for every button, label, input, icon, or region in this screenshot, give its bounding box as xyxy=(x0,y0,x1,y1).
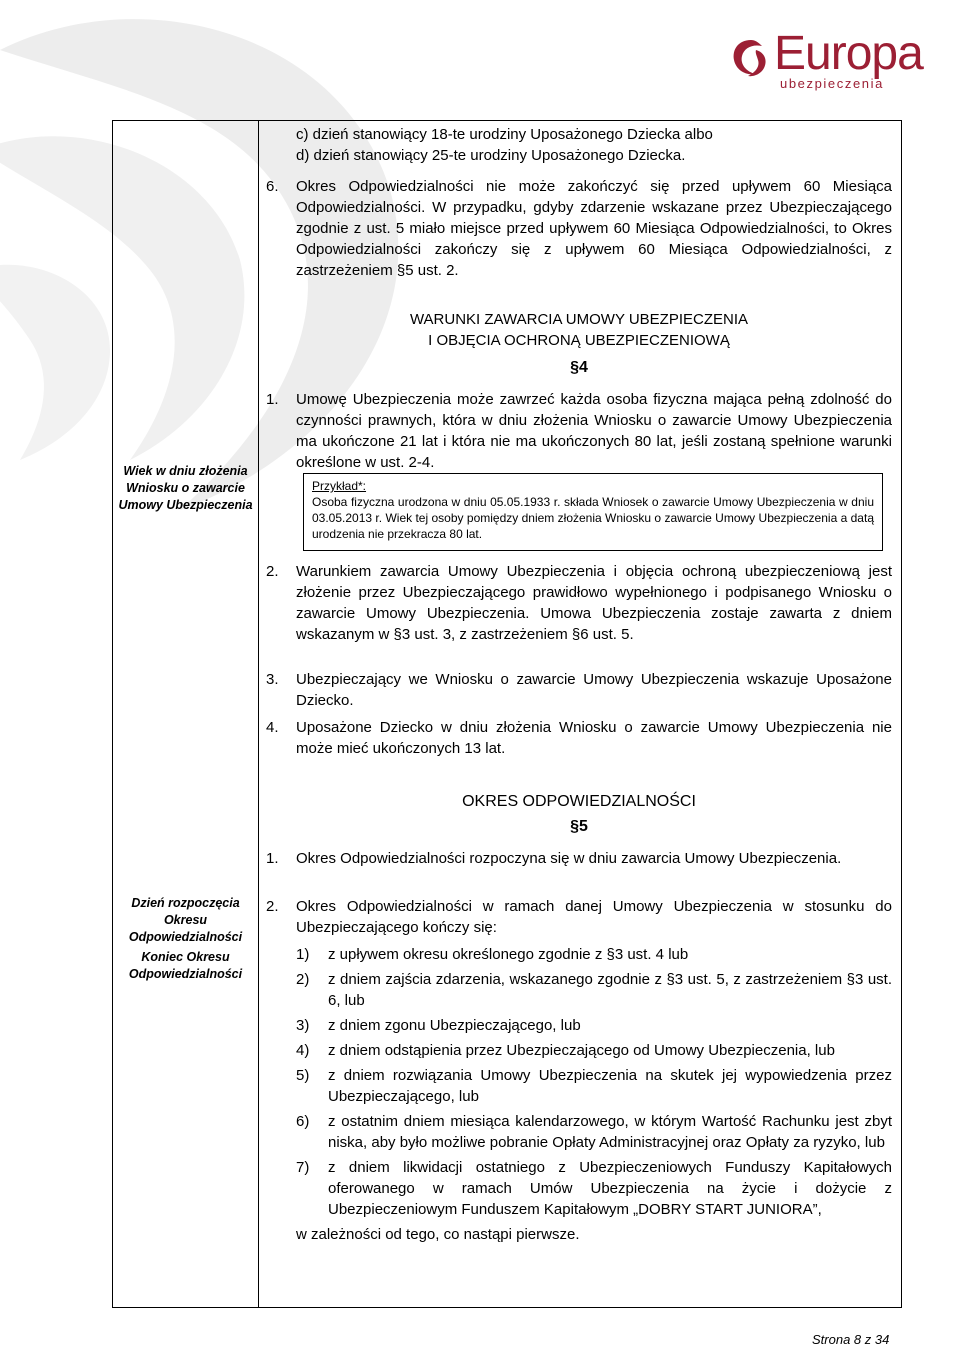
list-item: 5) z dniem rozwiązania Umowy Ubezpieczenia na skutek jej wypowiedzenia przez Ubezpieczającego, lub xyxy=(296,1067,892,1105)
example-text: Osoba fizyczna urodzona w dniu 05.05.1933 r. składa Wniosek o zawarcie Umowy Ubezpieczenia w dniu 03.05.2013 r. Wiek tej osoby pomiędzy dniem złożenia Wniosku o zawarcie Umowy Ubezpieczenia a datą urodzenia nie przekracza 80 lat. xyxy=(312,495,874,541)
side-label-age: Wiek w dniu złożenia Wniosku o zawarcie Umowy Ubezpieczenia xyxy=(118,464,253,512)
list-item: 4) z dniem odstąpienia przez Ubezpieczającego od Umowy Ubezpieczenia, lub xyxy=(296,1042,835,1059)
side-label-start: Dzień rozpoczęcia Okresu Odpowiedzialności xyxy=(128,896,243,944)
section-4-heading-1: WARUNKI ZAWARCIA UMOWY UBEZPIECZENIA xyxy=(409,311,749,328)
list-item: 7) z dniem likwidacji ostatniego z Ubezpieczeniowych Funduszy Kapitałowych oferowanego w ramach Umów Ubezpieczenia na życie i dożycie z Ubezpieczeniowym Funduszem Kapitałowym „DOBRY START JUNIORA”, xyxy=(296,1159,892,1218)
s4-item-1: 1. Umowę Ubezpieczenia może zawrzeć każda osoba fizyczna mająca pełną zdolność do czynności prawnych, która w dniu złożenia Wniosku o zawarcie Umowy Ubezpieczenia ma ukończone 21 lat i która nie ma ukończonych 80 lat, jeśli zostaną spełnione warunki określone w ust. 2-4. xyxy=(266,391,892,471)
list-item: d) dzień stanowiący 25-te urodziny Uposażonego Dziecka. xyxy=(296,147,686,164)
logo-swirl-icon xyxy=(728,36,774,82)
logo-tagline: ubezpieczenia xyxy=(780,76,884,91)
s4-item-3: 3. Ubezpieczający we Wniosku o zawarcie Umowy Ubezpieczenia wskazuje Uposażone Dziecko. xyxy=(266,671,892,709)
side-column xyxy=(113,121,259,1307)
list-item: 2) z dniem zajścia zdarzenia, wskazanego zgodnie z §3 ust. 5, z zastrzeżeniem §3 ust. 6, lub xyxy=(296,971,892,1009)
section-5-number: §5 xyxy=(570,818,588,835)
s4-item-2: 2. Warunkiem zawarcia Umowy Ubezpieczenia i objęcia ochroną ubezpieczeniową jest złożenie przez Ubezpieczającego prawidłowo wypełnionego i podpisanego Wniosku o zawarcie Umowy Ubezpieczenia. Umowa Ubezpieczenia zostaje zawarta z dniem wskazanym w §3 ust. 3, z zastrzeżeniem §6 ust. 5. xyxy=(266,563,892,643)
side-label-end: Koniec Okresu Odpowiedzialności xyxy=(128,950,243,981)
s5-sublist xyxy=(266,944,892,1245)
section-4-heading-2: I OBJĘCIA OCHRONĄ UBEZPIECZENIOWĄ xyxy=(428,332,730,349)
list-item: 1) z upływem okresu określonego zgodnie z §3 ust. 4 lub xyxy=(296,946,689,963)
s5-item-1: 1. Okres Odpowiedzialności rozpoczyna się w dniu zawarcia Umowy Ubezpieczenia. xyxy=(266,850,842,867)
list-item: 6) z ostatnim dniem miesiąca kalendarzowego, w którym Wartość Rachunku jest zbyt niska, aby było możliwe pobranie Opłaty Administracyjnej oraz Opłaty za ryzyko, lub xyxy=(296,1113,892,1151)
s5-item-2: 2. Okres Odpowiedzialności w ramach danej Umowy Ubezpieczenia w stosunku do Ubezpieczającego kończy się: xyxy=(266,898,892,936)
paragraph-6: 6. Okres Odpowiedzialności nie może zakończyć się przed upływem 60 Miesiąca Odpowiedzialności. W przypadku, gdyby zdarzenie wskazane przez Ubezpieczającego zgodnie z ust. 5 miało miejsce przed upływem 60 Miesiąca Odpowiedzialności, to Okres Odpowiedzialności zakończy się z upływem 60 Miesiąca Odpowiedzialności, z zastrzeżeniem §5 ust. 2. xyxy=(266,178,892,279)
section-4-number: §4 xyxy=(570,359,588,376)
document-table xyxy=(112,120,902,1308)
list-item: c) dzień stanowiący 18-te urodziny Uposażonego Dziecka albo xyxy=(296,126,713,143)
page-number: Strona 8 z 34 xyxy=(812,1332,890,1347)
logo-name: Europa xyxy=(774,27,923,80)
list-item: 3) z dniem zgonu Ubezpieczającego, lub xyxy=(296,1017,581,1034)
example-box xyxy=(303,473,883,551)
example-label: Przykład*: xyxy=(312,479,367,493)
europa-logo xyxy=(728,27,928,96)
closing-line: w zależności od tego, co nastąpi pierwsze. xyxy=(296,1226,580,1243)
s4-item-4: 4. Uposażone Dziecko w dniu złożenia Wniosku o zawarcie Umowy Ubezpieczenia nie może mieć ukończonych 13 lat. xyxy=(266,719,892,757)
section-5-heading: OKRES ODPOWIEDZIALNOŚCI xyxy=(462,793,696,810)
